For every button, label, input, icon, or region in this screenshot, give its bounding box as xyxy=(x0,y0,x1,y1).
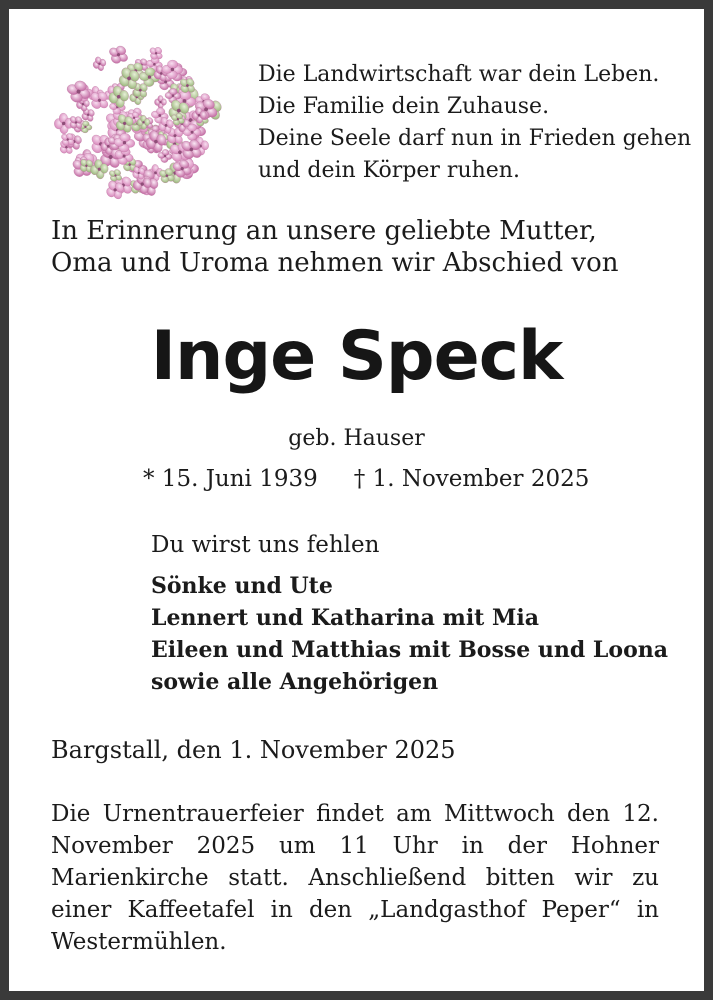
poem-line: und dein Körper ruhen. xyxy=(258,158,520,183)
deceased-name: Inge Speck xyxy=(150,317,563,396)
mourners-list xyxy=(151,570,668,698)
poem xyxy=(258,59,691,187)
mourner-line: Sönke und Ute xyxy=(151,573,333,599)
birth-name: geb. Hauser xyxy=(288,426,425,451)
birth-date: * 15. Juni 1939 xyxy=(143,466,318,492)
poem-line: Die Landwirtschaft war dein Leben. xyxy=(258,62,660,87)
life-dates xyxy=(143,464,589,494)
mourner-line: Lennert und Katharina mit Mia xyxy=(151,605,539,631)
hydrangea-image xyxy=(53,43,223,203)
poem-line: Deine Seele darf nun in Frieden gehen xyxy=(258,126,692,151)
mourner-line: sowie alle Angehörigen xyxy=(151,669,439,695)
mourner-line: Eileen und Matthias mit Bosse und Loona xyxy=(151,637,668,663)
ceremony-notice: Die Urnentrauerfeier findet am Mittwoch den 12. November 2025 um 11 Uhr in der Hohner Marienkirche statt. Anschließend bitten wir zu einer Kaffeetafel in den „Landgasthof Peper“ in Westermühlen. xyxy=(51,801,659,955)
death-date: † 1. November 2025 xyxy=(353,466,590,492)
place-date: Bargstall, den 1. November 2025 xyxy=(51,736,456,764)
poem-line: Die Familie dein Zuhause. xyxy=(258,94,550,119)
farewell-line: Du wirst uns fehlen xyxy=(151,532,380,558)
intro-text: In Erinnerung an unsere geliebte Mutter, Oma und Uroma nehmen wir Abschied von xyxy=(51,216,619,278)
obituary-card xyxy=(9,9,704,991)
